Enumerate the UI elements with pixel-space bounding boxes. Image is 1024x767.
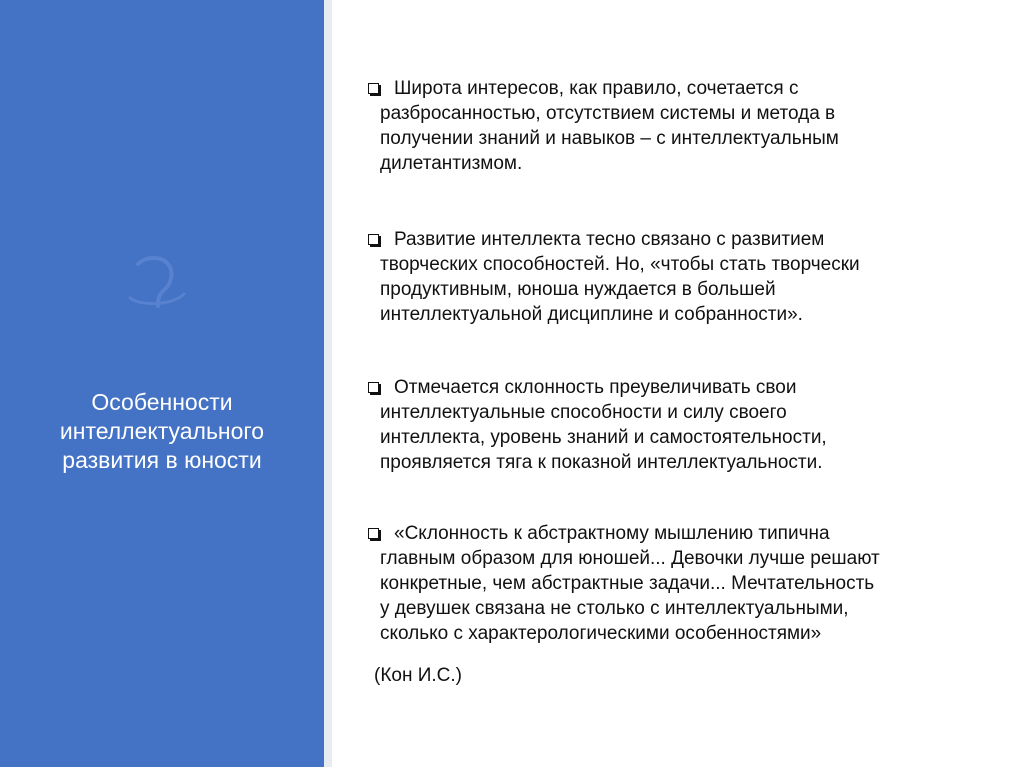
bullet-line: Отмечается склонность преувеличивать свои [394, 377, 797, 398]
bullet-item [368, 227, 860, 327]
bullet-line: интеллекта, уровень знаний и самостоятельности, [380, 427, 827, 448]
slide-title-line: развития в юности [62, 447, 262, 473]
left-panel [0, 0, 324, 767]
bullet-line: «Склонность к абстрактному мышлению типична [394, 523, 830, 544]
slide-title-line: Особенности [91, 389, 233, 415]
source-citation: (Кон И.С.) [374, 665, 462, 686]
bullet-line: Широта интересов, как правило, сочетается с [394, 78, 799, 99]
bullet-item [368, 521, 880, 646]
checkbox-icon [368, 83, 379, 94]
panel-divider [324, 0, 332, 767]
checkbox-icon [368, 382, 379, 393]
bullet-line: у девушек связана не столько с интеллектуальными, [380, 598, 849, 619]
watermark-icon-graphic [118, 246, 198, 316]
bullet-line: конкретные, чем абстрактные задачи... Мечтательность [380, 573, 875, 594]
bullet-line: проявляется тяга к показной интеллектуальности. [380, 452, 823, 473]
slide-title-line: интеллектуального [59, 418, 265, 444]
bullet-line: разбросанностью, отсутствием системы и метода в [380, 103, 836, 124]
bullet-line: Развитие интеллекта тесно связано с развитием [394, 229, 825, 250]
bullet-line: творческих способностей. Но, «чтобы стать творчески [380, 254, 860, 275]
watermark-icon [118, 246, 198, 316]
slide-title [0, 388, 324, 475]
checkbox-icon [368, 528, 379, 539]
checkbox-icon [368, 234, 379, 245]
bullet-line: дилетантизмом. [380, 153, 523, 174]
bullet-line: интеллектуальной дисциплине и собранности». [380, 304, 803, 325]
bullet-line: сколько с характерологическими особенностями» [380, 623, 822, 644]
bullet-line: главным образом для юношей... Девочки лучше решают [380, 548, 880, 569]
bullet-line: продуктивным, юноша нуждается в большей [380, 279, 776, 300]
bullet-item [368, 76, 988, 176]
bullet-line: получении знаний и навыков – с интеллектуальным [380, 128, 839, 149]
bullet-line: интеллектуальные способности и силу своего [380, 402, 787, 423]
bullet-item [368, 375, 827, 475]
content-area [368, 76, 988, 686]
